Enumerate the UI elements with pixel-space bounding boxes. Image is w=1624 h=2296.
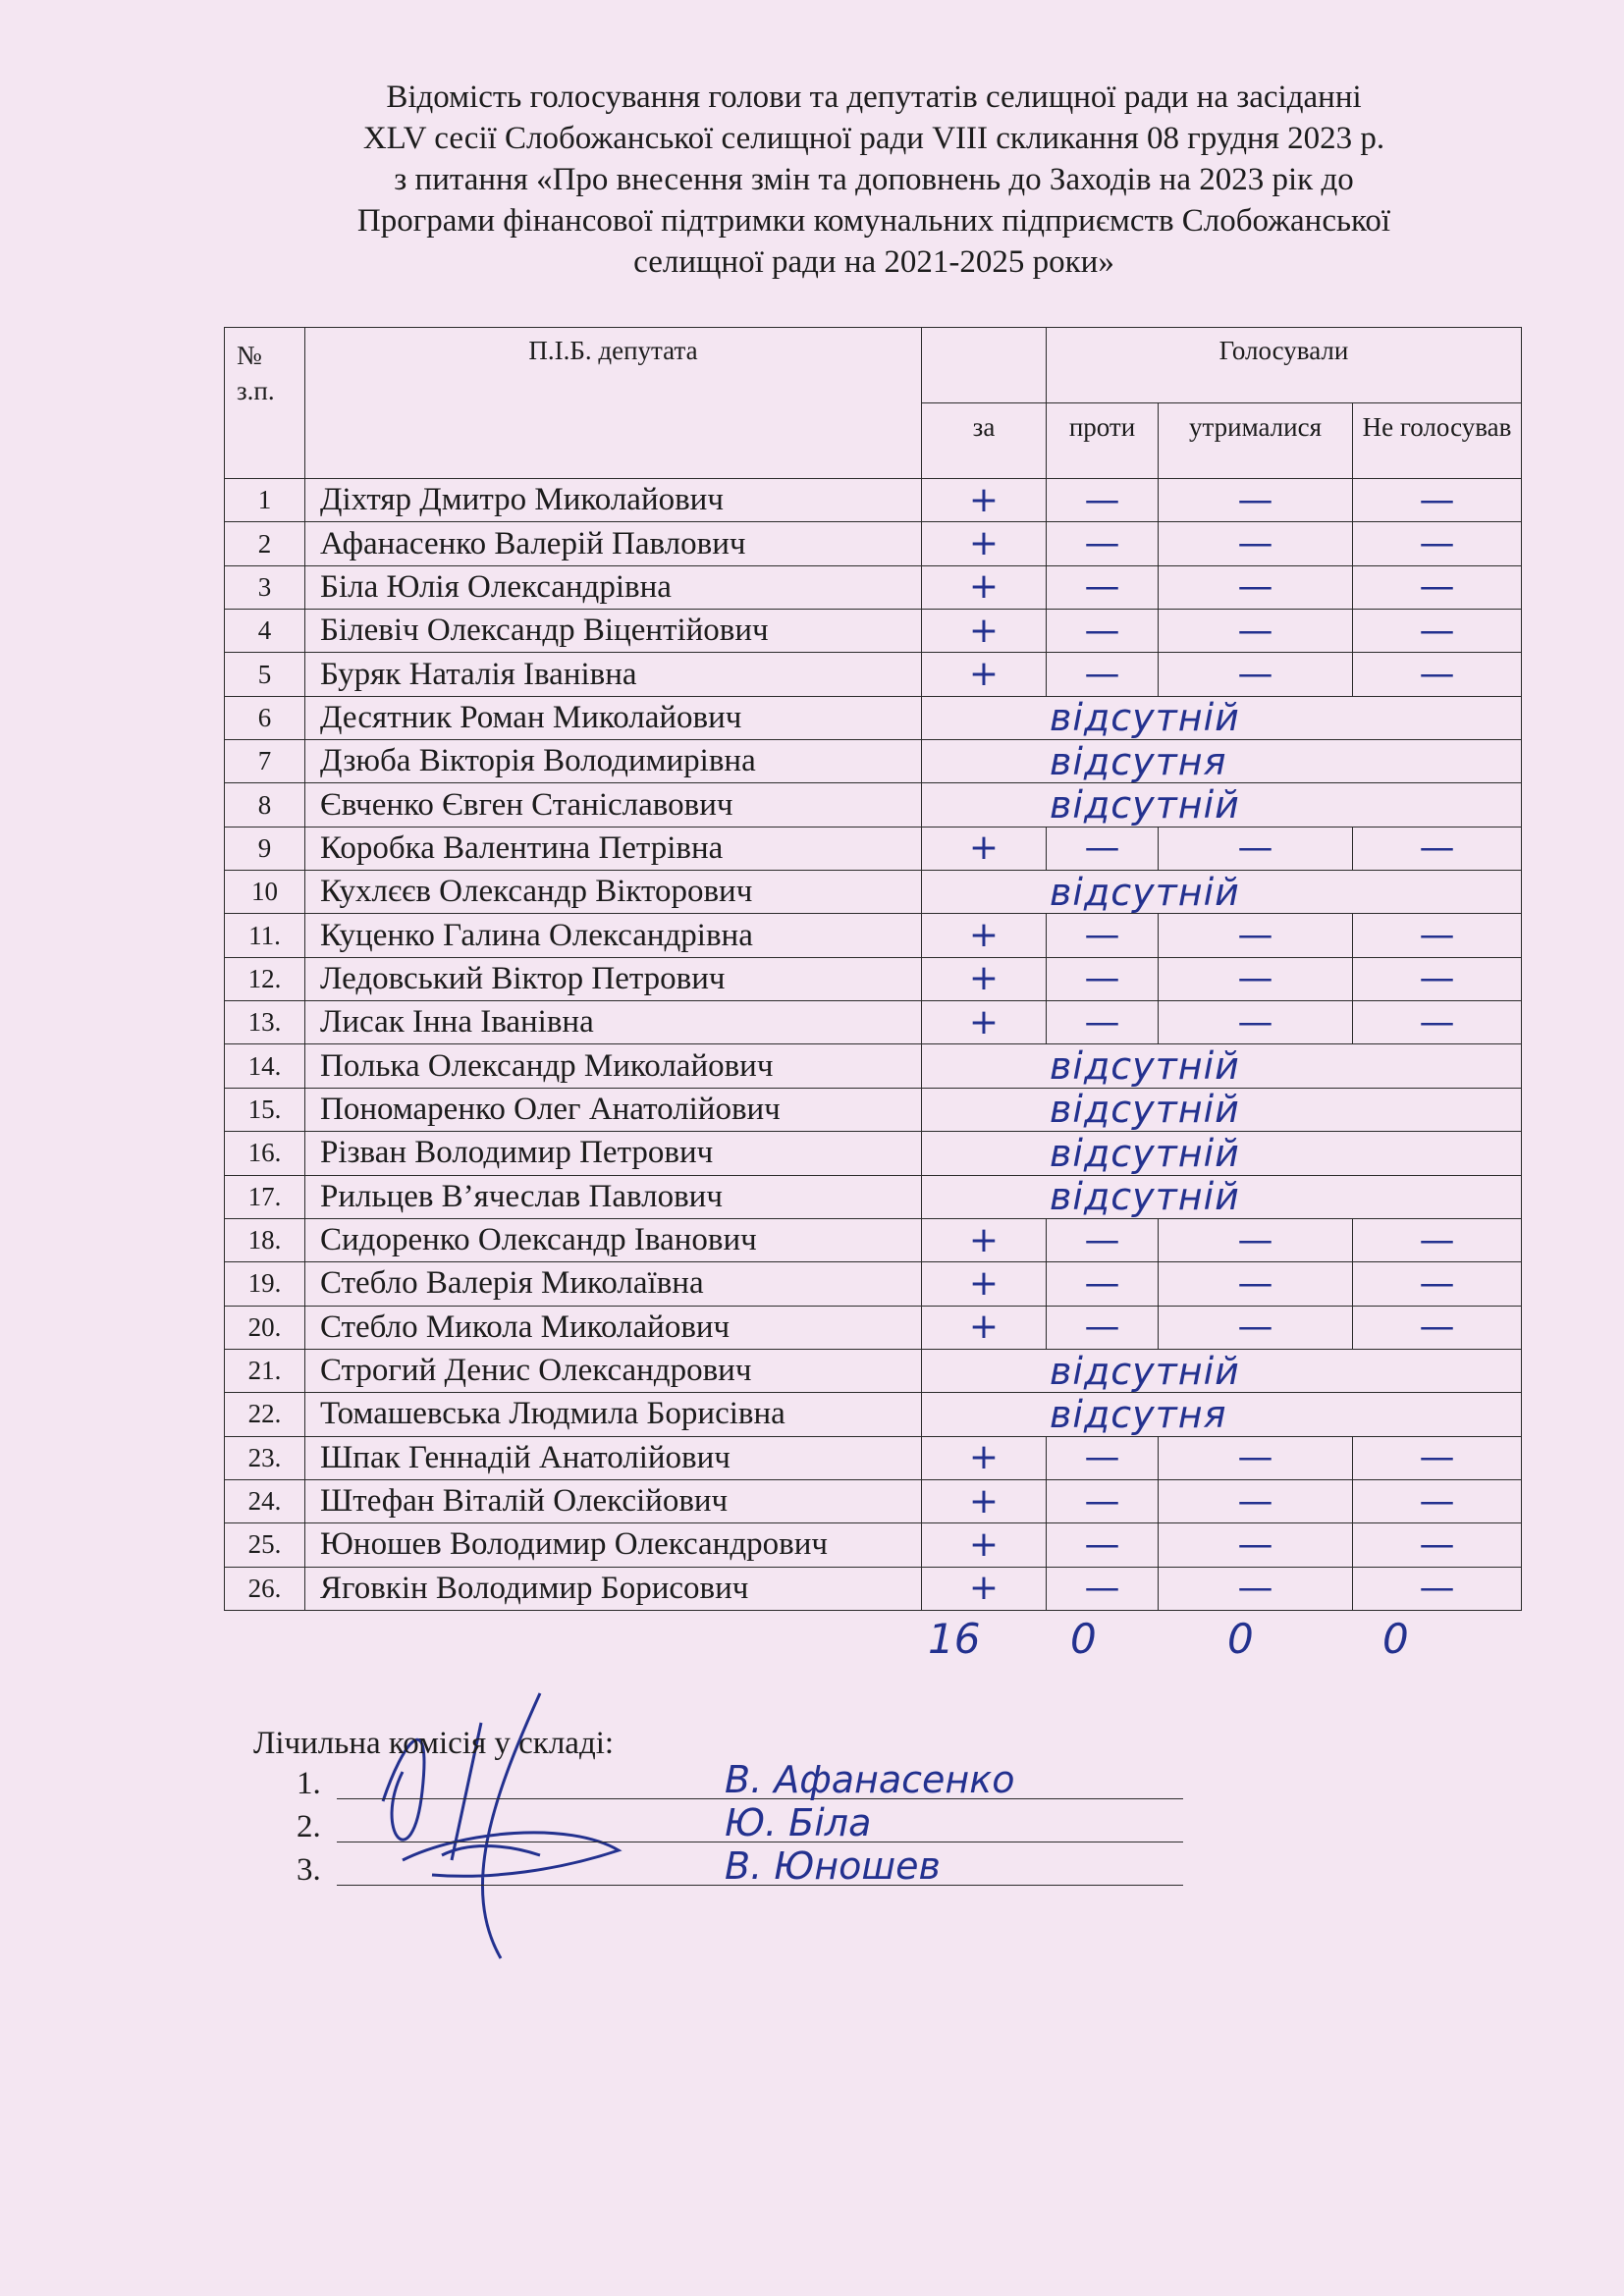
member-signature: В. Афанасенко (725, 1758, 1015, 1801)
vote-against-mark: — (1047, 1479, 1159, 1522)
vote-against-mark: — (1047, 610, 1159, 653)
table-row (225, 1001, 1522, 1044)
vote-not-voted-mark: — (1353, 957, 1522, 1000)
vote-not-voted-mark: — (1353, 1523, 1522, 1567)
deputy-name: Різван Володимир Петрович (305, 1132, 922, 1175)
deputy-name: Рильцев В’ячеслав Павлович (305, 1175, 922, 1218)
table-row (225, 1218, 1522, 1261)
deputy-name: Ледовський Віктор Петрович (305, 957, 922, 1000)
vote-against-mark: — (1047, 1001, 1159, 1044)
row-number: 3 (225, 565, 305, 609)
header-against: проти (1047, 403, 1159, 479)
member-number: 2. (297, 1809, 321, 1844)
vote-not-voted-mark: — (1353, 1479, 1522, 1522)
table-row (225, 479, 1522, 522)
table-row (225, 871, 1522, 914)
table-row (225, 1523, 1522, 1567)
header-for: за (922, 403, 1047, 479)
commission-member (253, 1844, 941, 1892)
commission-member (253, 1758, 1015, 1805)
total-for: 16 (928, 1615, 981, 1663)
absent-note: відсутня (922, 1393, 1522, 1436)
vote-against-mark: — (1047, 1436, 1159, 1479)
vote-for-mark: + (922, 1001, 1047, 1044)
vote-against-mark: — (1047, 479, 1159, 522)
vote-not-voted-mark: — (1353, 1262, 1522, 1306)
vote-abstained-mark: — (1159, 653, 1353, 696)
vote-for-mark: + (922, 1306, 1047, 1349)
vote-against-mark: — (1047, 653, 1159, 696)
vote-not-voted-mark: — (1353, 1567, 1522, 1610)
title-line: селищної ради на 2021-2025 роки» (633, 244, 1114, 280)
vote-for-mark: + (922, 479, 1047, 522)
table-row (225, 1088, 1522, 1131)
title-line: Програми фінансової підтримки комунальних підприємств Слобожанської (356, 203, 1391, 239)
vote-against-mark: — (1047, 565, 1159, 609)
vote-abstained-mark: — (1159, 565, 1353, 609)
row-number: 26. (225, 1567, 305, 1610)
vote-abstained-mark: — (1159, 1306, 1353, 1349)
vote-against-mark: — (1047, 1567, 1159, 1610)
deputy-name: Шпак Геннадій Анатолійович (305, 1436, 922, 1479)
vote-against-mark: — (1047, 1218, 1159, 1261)
row-number: 19. (225, 1262, 305, 1306)
absent-note: відсутній (922, 1132, 1522, 1175)
title-line: Відомість голосування голови та депутатів селищної ради на засіданні (386, 80, 1362, 115)
vote-not-voted-mark: — (1353, 827, 1522, 870)
vote-abstained-mark: — (1159, 1479, 1353, 1522)
vote-not-voted-mark: — (1353, 565, 1522, 609)
deputy-name: Десятник Роман Миколайович (305, 696, 922, 739)
vote-abstained-mark: — (1159, 914, 1353, 957)
deputy-name: Коробка Валентина Петрівна (305, 827, 922, 870)
row-number: 24. (225, 1479, 305, 1522)
row-number: 9 (225, 827, 305, 870)
row-number: 4 (225, 610, 305, 653)
vote-abstained-mark: — (1159, 827, 1353, 870)
vote-for-mark: + (922, 1567, 1047, 1610)
deputy-name: Лисак Інна Іванівна (305, 1001, 922, 1044)
vote-for-mark: + (922, 522, 1047, 565)
deputy-name: Куценко Галина Олександрівна (305, 914, 922, 957)
row-number: 16. (225, 1132, 305, 1175)
deputy-name: Сидоренко Олександр Іванович (305, 1218, 922, 1261)
vote-for-mark: + (922, 565, 1047, 609)
vote-not-voted-mark: — (1353, 914, 1522, 957)
deputy-name: Пономаренко Олег Анатолійович (305, 1088, 922, 1131)
vote-abstained-mark: — (1159, 522, 1353, 565)
vote-for-mark: + (922, 1523, 1047, 1567)
row-number: 21. (225, 1349, 305, 1392)
vote-against-mark: — (1047, 522, 1159, 565)
vote-not-voted-mark: — (1353, 1436, 1522, 1479)
deputy-name: Афанасенко Валерій Павлович (305, 522, 922, 565)
vote-abstained-mark: — (1159, 479, 1353, 522)
row-number: 8 (225, 783, 305, 827)
vote-abstained-mark: — (1159, 610, 1353, 653)
row-number: 14. (225, 1044, 305, 1088)
title-line: XLV сесії Слобожанської селищної ради VIII скликання 08 грудня 2023 р. (362, 121, 1385, 156)
total-against: 0 (1070, 1615, 1097, 1663)
absent-note: відсутній (922, 871, 1522, 914)
row-number: 20. (225, 1306, 305, 1349)
vote-against-mark: — (1047, 914, 1159, 957)
vote-for-mark: + (922, 610, 1047, 653)
table-row (225, 827, 1522, 870)
header-blank (922, 328, 1047, 403)
vote-not-voted-mark: — (1353, 479, 1522, 522)
row-number: 5 (225, 653, 305, 696)
deputy-name: Штефан Віталій Олексійович (305, 1479, 922, 1522)
table-row (225, 1262, 1522, 1306)
table-row (225, 1306, 1522, 1349)
member-number: 1. (297, 1766, 321, 1801)
row-number: 10 (225, 871, 305, 914)
row-number: 12. (225, 957, 305, 1000)
row-number: 22. (225, 1393, 305, 1436)
total-not-voted: 0 (1382, 1615, 1409, 1663)
deputy-name: Дзюба Вікторія Володимирівна (305, 740, 922, 783)
deputy-name: Полька Олександр Миколайович (305, 1044, 922, 1088)
table-row (225, 565, 1522, 609)
absent-note: відсутній (922, 783, 1522, 827)
vote-for-mark: + (922, 957, 1047, 1000)
vote-not-voted-mark: — (1353, 1306, 1522, 1349)
table-row (225, 1436, 1522, 1479)
row-number: 2 (225, 522, 305, 565)
vote-abstained-mark: — (1159, 1262, 1353, 1306)
table-row (225, 696, 1522, 739)
vote-not-voted-mark: — (1353, 1001, 1522, 1044)
table-row (225, 783, 1522, 827)
member-signature: В. Юношев (725, 1844, 941, 1888)
absent-note: відсутній (922, 1349, 1522, 1392)
row-number: 25. (225, 1523, 305, 1567)
commission-member (253, 1801, 872, 1848)
deputy-name: Білевіч Олександр Віцентійович (305, 610, 922, 653)
row-number: 7 (225, 740, 305, 783)
header-abstained: утрималися (1159, 403, 1353, 479)
deputy-name: Яговкін Володимир Борисович (305, 1567, 922, 1610)
member-signature: Ю. Біла (725, 1801, 872, 1844)
table-row (225, 740, 1522, 783)
vote-abstained-mark: — (1159, 1436, 1353, 1479)
deputy-name: Строгий Денис Олександрович (305, 1349, 922, 1392)
table-row (225, 653, 1522, 696)
vote-abstained-mark: — (1159, 957, 1353, 1000)
vote-abstained-mark: — (1159, 1218, 1353, 1261)
title-line: з питання «Про внесення змін та доповнень до Заходів на 2023 рік до (394, 162, 1354, 197)
member-number: 3. (297, 1852, 321, 1888)
deputy-name: Буряк Наталія Іванівна (305, 653, 922, 696)
table-row (225, 1044, 1522, 1088)
vote-for-mark: + (922, 653, 1047, 696)
vote-abstained-mark: — (1159, 1523, 1353, 1567)
vote-against-mark: — (1047, 827, 1159, 870)
header-name: П.І.Б. депутата (305, 328, 922, 479)
total-abstained: 0 (1227, 1615, 1254, 1663)
row-number: 13. (225, 1001, 305, 1044)
vote-for-mark: + (922, 1479, 1047, 1522)
vote-against-mark: — (1047, 957, 1159, 1000)
table-row (225, 914, 1522, 957)
vote-abstained-mark: — (1159, 1567, 1353, 1610)
absent-note: відсутня (922, 740, 1522, 783)
vote-for-mark: + (922, 827, 1047, 870)
document-title (236, 77, 1512, 283)
row-number: 15. (225, 1088, 305, 1131)
row-number: 11. (225, 914, 305, 957)
table-row (225, 522, 1522, 565)
header-number: № з.п. (225, 328, 305, 479)
table-row (225, 1349, 1522, 1392)
vote-not-voted-mark: — (1353, 522, 1522, 565)
vote-abstained-mark: — (1159, 1001, 1353, 1044)
table-row (225, 610, 1522, 653)
deputy-name: Біла Юлія Олександрівна (305, 565, 922, 609)
vote-for-mark: + (922, 914, 1047, 957)
deputy-name: Діхтяр Дмитро Миколайович (305, 479, 922, 522)
vote-totals (913, 1615, 1522, 1664)
vote-against-mark: — (1047, 1262, 1159, 1306)
vote-for-mark: + (922, 1262, 1047, 1306)
commission-title: Лічильна комісія у складі: (253, 1726, 615, 1761)
vote-for-mark: + (922, 1436, 1047, 1479)
absent-note: відсутній (922, 1088, 1522, 1131)
table-row (225, 1175, 1522, 1218)
vote-not-voted-mark: — (1353, 1218, 1522, 1261)
deputy-name: Стебло Микола Миколайович (305, 1306, 922, 1349)
row-number: 1 (225, 479, 305, 522)
table-row (225, 1132, 1522, 1175)
vote-not-voted-mark: — (1353, 653, 1522, 696)
header-voted: Голосували (1047, 328, 1522, 403)
voting-table (224, 327, 1522, 1611)
row-number: 18. (225, 1218, 305, 1261)
vote-not-voted-mark: — (1353, 610, 1522, 653)
counting-commission (253, 1726, 1015, 1892)
table-row (225, 1393, 1522, 1436)
absent-note: відсутній (922, 1175, 1522, 1218)
deputy-name: Стебло Валерія Миколаївна (305, 1262, 922, 1306)
deputy-name: Євченко Євген Станіславович (305, 783, 922, 827)
deputy-name: Юношев Володимир Олександрович (305, 1523, 922, 1567)
table-row (225, 1567, 1522, 1610)
row-number: 6 (225, 696, 305, 739)
deputy-name: Томашевська Людмила Борисівна (305, 1393, 922, 1436)
vote-against-mark: — (1047, 1306, 1159, 1349)
row-number: 23. (225, 1436, 305, 1479)
absent-note: відсутній (922, 696, 1522, 739)
table-row (225, 1479, 1522, 1522)
table-row (225, 957, 1522, 1000)
deputy-name: Кухлєєв Олександр Вікторович (305, 871, 922, 914)
header-not-voted: Не голосував (1353, 403, 1522, 479)
absent-note: відсутній (922, 1044, 1522, 1088)
row-number: 17. (225, 1175, 305, 1218)
vote-for-mark: + (922, 1218, 1047, 1261)
vote-against-mark: — (1047, 1523, 1159, 1567)
